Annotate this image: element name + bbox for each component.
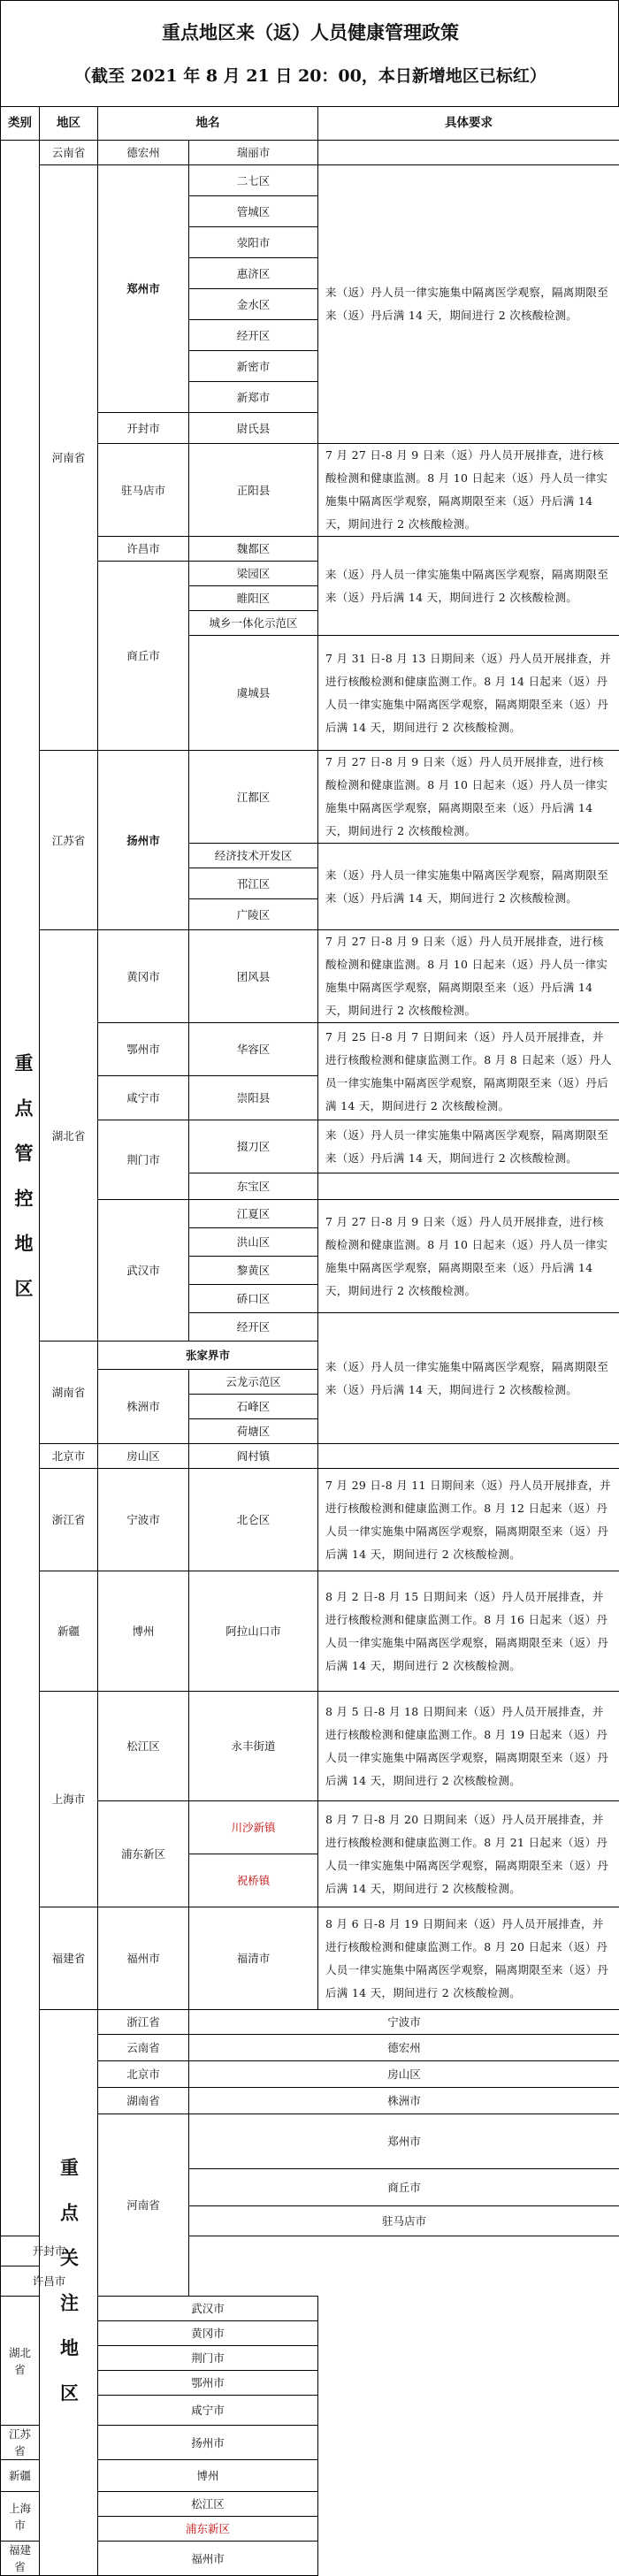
location-cell: 荆门市 [98, 2346, 318, 2371]
table-row [1, 1469, 619, 1571]
region-cell: 湖南省 [40, 1342, 98, 1444]
requirement-cell [318, 141, 619, 165]
location-cell: 经济技术开发区 [189, 844, 318, 868]
region-cell: 河南省 [40, 165, 98, 751]
city-cell: 黄冈市 [98, 930, 189, 1023]
table-row [1, 1692, 619, 1801]
category-key-attention [40, 2010, 98, 2576]
table-row [1, 2010, 619, 2035]
city-cell: 武汉市 [98, 1200, 189, 1342]
city-cell: 宁波市 [98, 1469, 189, 1571]
table-row [1, 1907, 619, 2010]
header-region: 地区 [40, 107, 98, 141]
location-cell: 福清市 [189, 1907, 318, 2010]
location-cell: 正阳县 [189, 444, 318, 537]
requirement-cell: 7 月 31 日-8 月 13 日期间来（返）丹人员开展排查，并进行核酸检测和健康监测工作。8 月 14 日起来（返）丹人员一律实施集中隔离医学观察，隔离期限至来（返）丹后满 14 天，期间进行 2 次核酸检测。 [318, 636, 619, 751]
location-cell: 虞城县 [189, 636, 318, 751]
location-cell: 石峰区 [189, 1395, 318, 1419]
requirement-cell: 8 月 6 日-8 月 19 日期间来（返）丹人员开展排查，并进行核酸检测和健康监测工作。8 月 20 日起来（返）丹人员一律实施集中隔离医学观察，隔离期限至来（返）丹后满 14 天，期间进行 2 次核酸检测。 [318, 1907, 619, 2010]
location-cell: 城乡一体化示范区 [189, 611, 318, 636]
location-cell: 瑞丽市 [189, 141, 318, 165]
category-label: 重点管控地区 [1, 1053, 40, 1324]
location-cell: 张家界市 [98, 1342, 318, 1370]
region-cell: 上海市 [40, 1692, 98, 1907]
location-cell: 宁波市 [189, 2010, 619, 2035]
region-cell: 湖北省 [40, 930, 98, 1342]
location-cell: 华容区 [189, 1023, 318, 1076]
location-cell: 梁园区 [189, 562, 318, 586]
region-cell: 北京市 [40, 1444, 98, 1469]
requirement-cell [318, 1444, 619, 1469]
location-cell: 经开区 [189, 320, 318, 351]
requirement-cell: 7 月 27 日-8 月 9 日来（返）丹人员开展排查，进行核酸检测和健康监测。8 月 10 日起来（返）丹人员一律实施集中隔离医学观察，隔离期限至来（返）丹后满 14 天，期间进行 2 次核酸检测。 [318, 444, 619, 537]
location-cell: 川沙新镇 [189, 1801, 318, 1854]
table-row [1, 2266, 619, 2297]
location-cell: 株洲市 [189, 2088, 619, 2114]
location-cell: 永丰街道 [189, 1692, 318, 1801]
city-cell: 浦东新区 [98, 1801, 189, 1907]
location-cell: 郑州市 [189, 2114, 619, 2169]
location-cell: 驻马店市 [189, 2206, 619, 2236]
policy-table [0, 106, 619, 2576]
region-cell: 北京市 [98, 2061, 189, 2088]
category-label: 重点关注地区 [47, 2158, 91, 2428]
location-cell: 黎黄区 [189, 1257, 318, 1285]
city-cell: 驻马店市 [98, 444, 189, 537]
location-cell: 扬州市 [98, 2426, 318, 2460]
category-key-control [1, 141, 40, 2236]
city-cell: 开封市 [98, 413, 189, 444]
region-cell: 云南省 [40, 141, 98, 165]
requirement-cell: 8 月 5 日-8 月 18 日期间来（返）丹人员开展排查，并进行核酸检测和健康监测工作。8 月 19 日起来（返）丹人员一律实施集中隔离医学观察，隔离期限至来（返）丹后满 14 天，期间进行 2 次核酸检测。 [318, 1692, 619, 1801]
location-cell: 云龙示范区 [189, 1370, 318, 1395]
region-cell: 河南省 [98, 2114, 189, 2297]
table-row [1, 165, 619, 196]
location-cell: 新郑市 [189, 382, 318, 413]
requirement-cell: 来（返）丹人员一律实施集中隔离医学观察，隔离期限至来（返）丹后满 14 天，期间进行 2 次核酸检测。 [318, 537, 619, 636]
city-cell: 扬州市 [98, 751, 189, 930]
requirement-cell: 7 月 27 日-8 月 9 日来（返）丹人员开展排查，进行核酸检测和健康监测。8 月 10 日起来（返）丹人员一律实施集中隔离医学观察，隔离期限至来（返）丹后满 14 天，期间进行 2 次核酸检测。 [318, 1200, 619, 1313]
city-cell: 商丘市 [98, 562, 189, 751]
location-cell: 鄂州市 [98, 2371, 318, 2396]
region-cell: 新疆 [1, 2460, 40, 2492]
region-cell: 云南省 [98, 2035, 189, 2061]
location-cell: 魏都区 [189, 537, 318, 562]
header-location: 地名 [98, 107, 318, 141]
location-cell: 荥阳市 [189, 227, 318, 258]
region-cell: 上海市 [1, 2492, 40, 2542]
location-cell: 东宝区 [189, 1173, 318, 1200]
table-row [1, 1444, 619, 1469]
location-cell: 博州 [98, 2460, 318, 2492]
header-requirement: 具体要求 [318, 107, 619, 141]
location-cell: 金水区 [189, 289, 318, 320]
location-cell: 掇刀区 [189, 1120, 318, 1173]
location-cell: 经开区 [189, 1313, 318, 1342]
location-cell: 惠济区 [189, 258, 318, 289]
city-cell: 博州 [98, 1571, 189, 1692]
location-cell: 邗江区 [189, 868, 318, 899]
location-cell: 管城区 [189, 196, 318, 227]
requirement-cell [318, 1173, 619, 1200]
location-cell: 咸宁市 [98, 2396, 318, 2426]
city-cell: 松江区 [98, 1692, 189, 1801]
region-cell: 湖南省 [98, 2088, 189, 2114]
city-cell: 咸宁市 [98, 1076, 189, 1120]
city-cell: 许昌市 [98, 537, 189, 562]
location-cell: 开封市 [1, 2236, 98, 2266]
table-row [1, 2236, 619, 2266]
region-cell: 浙江省 [40, 1469, 98, 1571]
table-row [1, 141, 619, 165]
location-cell: 二七区 [189, 165, 318, 196]
location-cell: 黄冈市 [98, 2321, 318, 2346]
page-subtitle: （截至 2021 年 8 月 21 日 20：00，本日新增地区已标红） [1, 63, 619, 87]
title-block [0, 0, 619, 106]
region-cell: 福建省 [40, 1907, 98, 2010]
requirement-cell: 8 月 7 日-8 月 20 日期间来（返）丹人员开展排查，并进行核酸检测和健康监测工作。8 月 21 日起来（返）丹人员一律实施集中隔离医学观察，隔离期限至来（返）丹后满 14 天，期间进行 2 次核酸检测。 [318, 1801, 619, 1907]
requirement-cell: 7 月 27 日-8 月 9 日来（返）丹人员开展排查，进行核酸检测和健康监测。8 月 10 日起来（返）丹人员一律实施集中隔离医学观察，隔离期限至来（返）丹后满 14 天，期间进行 2 次核酸检测。 [318, 930, 619, 1023]
location-cell: 北仑区 [189, 1469, 318, 1571]
city-cell: 房山区 [98, 1444, 189, 1469]
requirement-cell: 来（返）丹人员一律实施集中隔离医学观察，隔离期限至来（返）丹后满 14 天，期间进行 2 次核酸检测。 [318, 1313, 619, 1444]
page-title: 重点地区来（返）人员健康管理政策 [1, 19, 619, 45]
region-cell: 湖北省 [1, 2297, 40, 2426]
region-cell: 新疆 [40, 1571, 98, 1692]
location-cell: 江夏区 [189, 1200, 318, 1228]
location-cell: 许昌市 [1, 2266, 98, 2297]
requirement-cell: 来（返）丹人员一律实施集中隔离医学观察，隔离期限至来（返）丹后满 14 天，期间进行 2 次核酸检测。 [318, 1120, 619, 1173]
location-cell: 商丘市 [189, 2169, 619, 2206]
table-row [1, 1571, 619, 1692]
region-cell: 浙江省 [98, 2010, 189, 2035]
region-cell: 福建省 [1, 2542, 40, 2576]
location-cell: 福州市 [98, 2542, 318, 2576]
city-cell: 福州市 [98, 1907, 189, 2010]
location-cell: 阎村镇 [189, 1444, 318, 1469]
city-cell: 德宏州 [98, 141, 189, 165]
city-cell: 郑州市 [98, 165, 189, 413]
location-cell: 广陵区 [189, 899, 318, 930]
location-cell: 崇阳县 [189, 1076, 318, 1120]
table-header-row [1, 107, 619, 141]
header-category: 类别 [1, 107, 40, 141]
location-cell: 江都区 [189, 751, 318, 844]
location-cell: 房山区 [189, 2061, 619, 2088]
requirement-cell: 7 月 25 日-8 月 7 日期间来（返）丹人员开展排查，并进行核酸检测和健康监测工作。8 月 8 日起来（返）丹人员一律实施集中隔离医学观察，隔离期限至来（返）丹后满 14 天，期间进行 2 次核酸检测。 [318, 1023, 619, 1120]
region-cell: 江苏省 [40, 751, 98, 930]
location-cell: 武汉市 [98, 2297, 318, 2321]
location-cell: 团风县 [189, 930, 318, 1023]
requirement-cell: 来（返）丹人员一律实施集中隔离医学观察，隔离期限至来（返）丹后满 14 天，期间进行 2 次核酸检测。 [318, 165, 619, 444]
table-row [1, 751, 619, 844]
requirement-cell: 7 月 29 日-8 月 11 日期间来（返）丹人员开展排查，并进行核酸检测和健康监测工作。8 月 12 日起来（返）丹人员一律实施集中隔离医学观察，隔离期限至来（返）丹后满 14 天，期间进行 2 次核酸检测。 [318, 1469, 619, 1571]
location-cell: 洪山区 [189, 1228, 318, 1257]
location-cell: 尉氏县 [189, 413, 318, 444]
location-cell: 祝桥镇 [189, 1854, 318, 1907]
requirement-cell: 来（返）丹人员一律实施集中隔离医学观察，隔离期限至来（返）丹后满 14 天，期间进行 2 次核酸检测。 [318, 844, 619, 930]
table-row [1, 930, 619, 1023]
location-cell: 荷塘区 [189, 1419, 318, 1444]
location-cell: 浦东新区 [98, 2517, 318, 2542]
requirement-cell: 7 月 27 日-8 月 9 日来（返）丹人员开展排查，进行核酸检测和健康监测。8 月 10 日起来（返）丹人员一律实施集中隔离医学观察，隔离期限至来（返）丹后满 14 天，期间进行 2 次核酸检测。 [318, 751, 619, 844]
city-cell: 株洲市 [98, 1370, 189, 1444]
city-cell: 荆门市 [98, 1120, 189, 1200]
region-cell: 江苏省 [1, 2426, 40, 2460]
location-cell: 硚口区 [189, 1285, 318, 1313]
city-cell: 鄂州市 [98, 1023, 189, 1076]
location-cell: 阿拉山口市 [189, 1571, 318, 1692]
location-cell: 新密市 [189, 351, 318, 382]
location-cell: 德宏州 [189, 2035, 619, 2061]
location-cell: 松江区 [98, 2492, 318, 2517]
location-cell: 睢阳区 [189, 586, 318, 611]
requirement-cell: 8 月 2 日-8 月 15 日期间来（返）丹人员开展排查，并进行核酸检测和健康监测工作。8 月 16 日起来（返）丹人员一律实施集中隔离医学观察，隔离期限至来（返）丹后满 14 天，期间进行 2 次核酸检测。 [318, 1571, 619, 1692]
